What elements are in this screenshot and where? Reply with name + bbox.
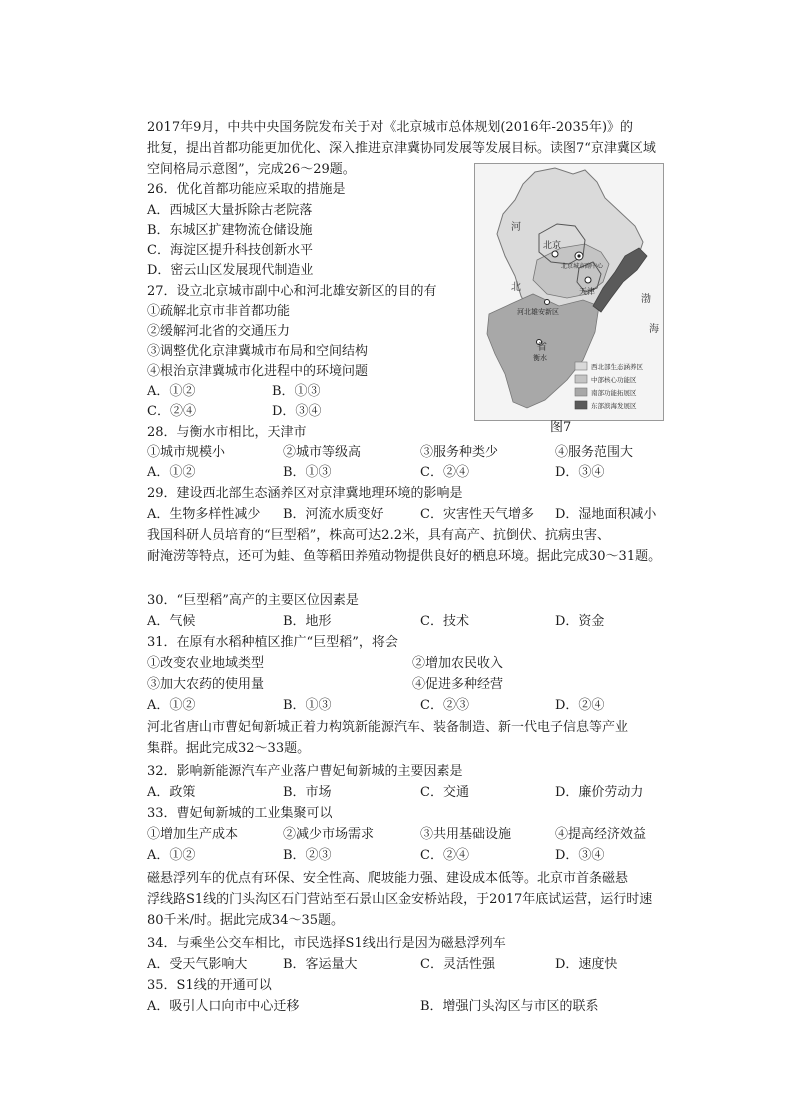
q28-item-2: ②城市等级高: [283, 445, 362, 460]
legend-label-coastal: 东部滨海发展区: [591, 402, 637, 410]
q30-option-b: B．地形: [283, 614, 332, 629]
map-label-hai: 海: [649, 324, 659, 335]
tianjin-city-marker: [585, 277, 591, 283]
q27-item-3: ③调整优化京津冀城市布局和空间结构: [147, 344, 369, 359]
q34-option-a: A．受天气影响大: [147, 957, 248, 972]
beijing-city-marker: [552, 251, 558, 257]
q33-option-a: A．①②: [147, 848, 196, 863]
q34-option-d: D．速度快: [555, 957, 618, 972]
intro-text-line-1: 2017年9月，中共中央国务院发布关于对《北京城市总体规划(2016年-2035年)》的: [147, 120, 634, 135]
q32-option-a: A．政策: [147, 785, 196, 800]
q29-option-a: A．生物多样性减少: [147, 507, 261, 522]
question-31-stem: 31．在原有水稻种植区推广“巨型稻”，将会: [147, 635, 398, 650]
legend-swatch-south: [575, 388, 587, 396]
q35-option-a: A．吸引人口向市中心迁移: [147, 999, 300, 1014]
q27-option-d: D．③④: [272, 404, 322, 419]
question-29-stem: 29．建设西北部生态涵养区对京津冀地理环境的影响是: [147, 486, 463, 501]
q33-option-d: D．③④: [555, 848, 605, 863]
q33-item-1: ①增加生产成本: [147, 827, 239, 842]
jingjinji-spatial-map: [475, 164, 663, 420]
q28-option-c: C．②④: [420, 465, 469, 480]
q32-option-d: D．廉价劳动力: [555, 785, 644, 800]
q33-item-4: ④提高经济效益: [555, 827, 647, 842]
q31-item-2: ②增加农民收入: [412, 656, 504, 671]
q28-option-d: D．③④: [555, 465, 605, 480]
q33-option-b: B．②③: [283, 848, 332, 863]
map-label-hengshui: 衡水: [533, 354, 547, 362]
xiongan-marker: [545, 300, 550, 305]
q31-option-a: A．①②: [147, 698, 196, 713]
q33-option-c: C．②④: [420, 848, 469, 863]
q31-option-b: B．①③: [283, 698, 332, 713]
intro4-line-1: 磁悬浮列车的优点有环保、安全性高、爬坡能力强、建设成本低等。北京市首条磁悬: [147, 871, 629, 886]
intro4-line-3: 80千米/时。据此完成34～35题。: [147, 913, 345, 928]
intro2-line-2: 耐淹涝等特点，还可为蛙、鱼等稻田养殖动物提供良好的栖息环境。据此完成30～31题。: [147, 549, 662, 564]
q31-item-4: ④促进多种经营: [412, 677, 504, 692]
q27-item-1: ①疏解北京市非首都功能: [147, 304, 291, 319]
question-26-stem: 26．优化首都功能应采取的措施是: [147, 182, 346, 197]
q29-option-b: B．河流水质变好: [283, 507, 384, 522]
q27-item-2: ②缓解河北省的交通压力: [147, 324, 291, 339]
subcenter-marker-dot: [577, 254, 580, 257]
q30-option-d: D．资金: [555, 614, 605, 629]
q27-option-c: C．②④: [147, 404, 196, 419]
q26-option-a: A．西城区大量拆除古老院落: [147, 203, 313, 218]
q34-option-b: B．客运量大: [283, 957, 358, 972]
legend-swatch-coastal: [575, 401, 587, 409]
q33-item-2: ②减少市场需求: [283, 827, 375, 842]
q26-option-b: B．东城区扩建物流仓储设施: [147, 223, 313, 238]
question-34-stem: 34．与乘坐公交车相比，市民选择S1线出行是因为磁悬浮列车: [147, 936, 506, 951]
intro4-line-2: 浮线路S1线的门头沟区石门营站至石景山区金安桥站段，于2017年底试运营，运行时速: [147, 892, 653, 907]
q30-option-a: A．气候: [147, 614, 196, 629]
question-35-stem: 35．S1线的开通可以: [147, 978, 272, 993]
q29-option-c: C．灾害性天气增多: [420, 507, 534, 522]
legend-label-south: 南部功能拓展区: [591, 389, 637, 397]
intro2-line-1: 我国科研人员培育的“巨型稻”，株高可达2.2米，具有高产、抗倒伏、抗病虫害、: [147, 528, 610, 543]
map-label-he: 河: [511, 222, 521, 233]
intro-text-line-2: 批复，提出首都功能更加优化、深入推进京津冀协同发展等发展目标。读图7“京津冀区域: [147, 141, 656, 156]
map-label-beijing: 北京: [543, 241, 562, 251]
q28-option-a: A．①②: [147, 465, 196, 480]
q28-item-3: ③服务种类少: [420, 445, 499, 460]
intro3-line-1: 河北省唐山市曹妃甸新城正着力构筑新能源汽车、装备制造、新一代电子信息等产业: [147, 720, 629, 735]
question-33-stem: 33．曹妃甸新城的工业集聚可以: [147, 806, 333, 821]
q31-item-1: ①改变农业地域类型: [147, 656, 265, 671]
q32-option-b: B．市场: [283, 785, 332, 800]
q33-item-3: ③共用基础设施: [420, 827, 512, 842]
map-label-bo: 渤: [641, 294, 651, 305]
q26-option-d: D．密云山区发展现代制造业: [147, 263, 314, 278]
q31-item-3: ③加大农药的使用量: [147, 677, 265, 692]
map-label-bei: 北: [511, 282, 521, 293]
q32-option-c: C．交通: [420, 785, 469, 800]
q35-option-b: B．增强门头沟区与市区的联系: [420, 999, 599, 1014]
q30-option-c: C．技术: [420, 614, 469, 629]
q27-option-b: B．①③: [272, 384, 321, 399]
question-27-stem: 27．设立北京城市副中心和河北雄安新区的目的有: [147, 284, 437, 299]
figure-caption: 图7: [550, 420, 572, 435]
q28-item-4: ④服务范围大: [555, 445, 634, 460]
q27-option-a: A．①②: [147, 384, 196, 399]
intro-text-line-3: 空间格局示意图”，完成26～29题。: [147, 162, 356, 177]
q28-option-b: B．①③: [283, 465, 332, 480]
intro3-line-2: 集群。据此完成32～33题。: [147, 741, 311, 756]
map-label-subcenter: 北京城市副中心: [561, 263, 604, 270]
question-30-stem: 30．“巨型稻”高产的主要区位因素是: [147, 593, 359, 608]
q28-item-1: ①城市规模小: [147, 445, 226, 460]
q29-option-d: D．湿地面积减小: [555, 507, 657, 522]
legend-swatch-ecological: [575, 362, 587, 370]
legend-label-core: 中部核心功能区: [591, 376, 637, 384]
legend-swatch-core: [575, 375, 587, 383]
map-label-tianjin: 天津: [579, 287, 595, 296]
question-28-stem: 28．与衡水市相比，天津市: [147, 425, 307, 440]
map-label-xiongan: 河北雄安新区: [517, 308, 559, 316]
map-label-sheng: 省: [537, 342, 547, 353]
q34-option-c: C．灵活性强: [420, 957, 495, 972]
q26-option-c: C．海淀区提升科技创新水平: [147, 243, 313, 258]
question-32-stem: 32．影响新能源汽车产业落户曹妃甸新城的主要因素是: [147, 764, 463, 779]
q27-item-4: ④根治京津冀城市化进程中的环境问题: [147, 364, 369, 379]
q31-option-d: D．②④: [555, 698, 605, 713]
legend-label-ecological: 西北部生态涵养区: [591, 363, 643, 371]
figure-7-map: [474, 163, 664, 421]
q31-option-c: C．②③: [420, 698, 469, 713]
